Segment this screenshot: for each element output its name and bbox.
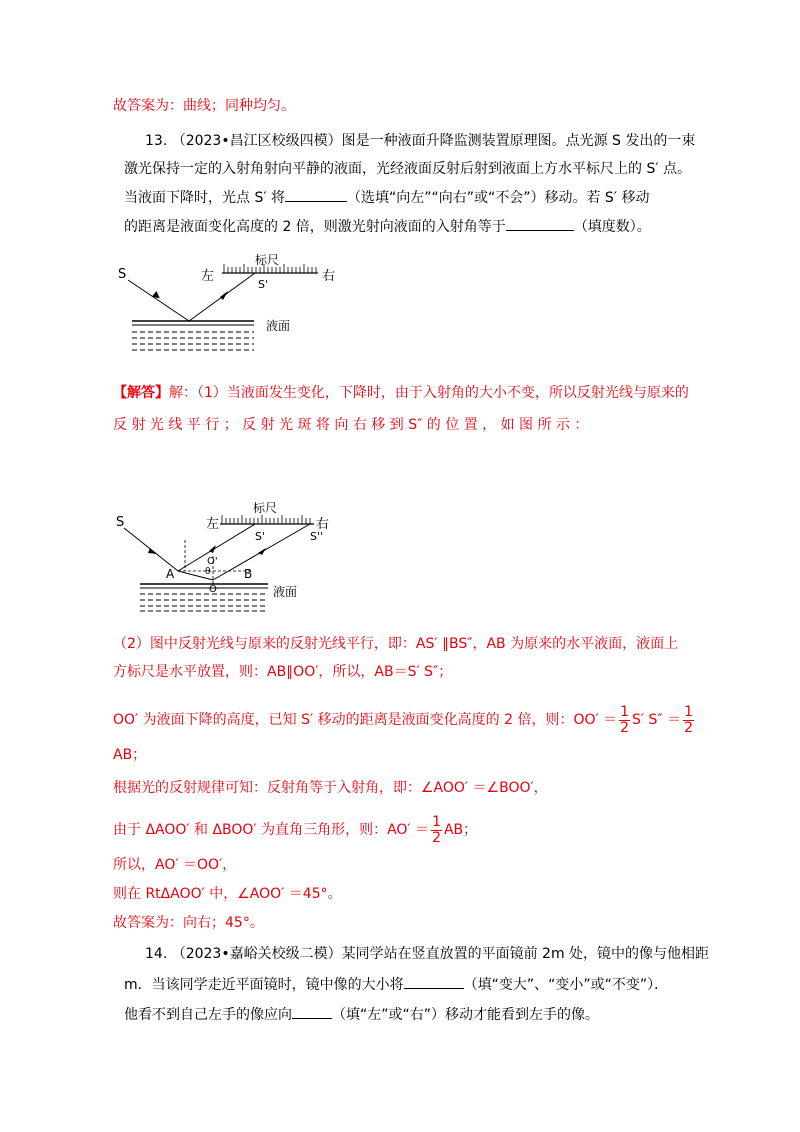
fig2-label-a: A [166,567,175,581]
solution-line1 [113,383,689,403]
solution-line5-text-a: OO′ 为液面下降的高度，已知 S′ 移动的距离是液面变化高度的 2 倍，则：OO′ ＝ [113,712,618,728]
solution-line8-text-a: 由于 ΔAOO′ 和 ΔBOO′ 为直角三角形，则：AO′ ＝ [113,822,430,838]
q14-line3 [124,1004,599,1025]
figure-liquid-level-1 [110,250,350,358]
fig1-label-s: S [118,267,127,282]
solution-line9: 所以，AO′ ＝OO′， [113,857,237,873]
answer-q12: 故答案为：曲线；同种均匀。 [113,98,295,114]
q14-line1: 14. （2023•嘉峪关校级二模）某同学站在竖直放置的平面镜前 2m 处，镜中的像与他相距 [145,946,710,962]
fig2-label-s: S [116,515,125,530]
fig2-label-op: O' [207,556,218,567]
q13-line3-text-b: （选填“向左”“向右”或“不会”）移动。若 S′ 移动 [346,190,650,206]
fig2-label-right: 右 [316,517,330,532]
solution-line5 [113,702,696,738]
q13-line3-text-a: 当液面下降时，光点 S′ 将 [124,190,285,206]
q14-line2-text-b: （填“变大”、“变小”或“不变”）． [463,977,669,993]
q13-line1: 13. （2023•昌江区校级四模）图是一种液面升降监测装置原理图。点光源 S 发出的一束 [145,133,696,149]
fig2-label-liquid: 液面 [273,585,298,599]
q13-line2: 激光保持一定的入射角射向平静的液面，光经液面反射后射到液面上方水平标尺上的 S′ 点。 [124,161,691,177]
fig1-label-left: 左 [201,269,215,284]
solution-line1-text: 解：（1）当液面发生变化，下降时，由于入射角的大小不变，所以反射光线与原来的 [169,385,689,401]
q14-line3-text-a: 他看不到自己左手的像应向 [124,1007,292,1023]
solution-line8-text-b: AB； [443,822,478,838]
q14-line3-text-b: （填“左”或“右”）移动才能看到左手的像。 [332,1007,600,1023]
solution-line6: AB； [113,747,147,763]
solution-line2: 反 射 光 线 平 行 ； 反 射 光 斑 将 向 右 移 到 S″ 的 位 置 ， 如 图 所 示 ： [113,417,589,433]
q13-line4-text-a: 的距离是液面变化高度的 2 倍，则激光射向液面的入射角等于 [124,219,506,235]
q13-line3 [124,187,649,208]
fig2-label-theta: θ [205,567,211,577]
fraction-half-2: $\frac{1}{2}$ [684,703,694,736]
fig2-label-b: B [244,567,253,581]
answer-blank-3[interactable] [404,974,464,989]
fig1-label-liquid: 液面 [266,319,291,333]
fraction-half-3: $\frac{1}{2}$ [432,813,441,846]
q13-line4-text-b: （填度数）。 [573,219,651,235]
fig2-label-sp: S' [255,530,266,543]
fraction-half-1: $\frac{1}{2}$ [620,703,630,736]
q13-line4 [124,216,651,237]
solution-line4: 方标尺是水平放置，则：AB∥OO′，所以，AB＝S′ S″； [113,664,453,680]
solution-answer: 故答案为：向右；45°。 [113,915,264,931]
fig2-label-o: O [209,584,217,595]
fig1-label-right: 右 [322,269,336,284]
figure-liquid-level-2 [110,492,340,612]
fig2-label-left: 左 [206,517,220,532]
answer-blank-2[interactable] [506,216,574,231]
answer-blank-4[interactable] [292,1004,332,1019]
solution-heading: 【解答】 [113,385,169,401]
solution-line7: 根据光的反射规律可知：反射角等于入射角，即：∠AOO′ ＝∠BOO′， [113,780,548,796]
q14-line2-text-a: m．当该同学走近平面镜时，镜中像的大小将 [124,977,404,993]
answer-blank-1[interactable] [285,187,347,202]
fig1-label-sp: S' [258,278,269,291]
solution-line5-text-b: S′ S″ ＝ [632,712,682,728]
fig2-label-ruler: 标尺 [253,501,278,515]
q14-line2 [124,974,668,995]
solution-line8 [113,812,477,848]
fig1-label-ruler: 标尺 [255,253,280,267]
solution-line3: （2）图中反射光线与原来的反射光线平行，即：AS′ ∥BS″，AB 为原来的水平液面，液面上 [113,636,679,652]
fig2-label-spp: S'' [310,530,324,543]
solution-line10: 则在 RtΔAOO′ 中，∠AOO′ ＝45°。 [113,886,342,902]
